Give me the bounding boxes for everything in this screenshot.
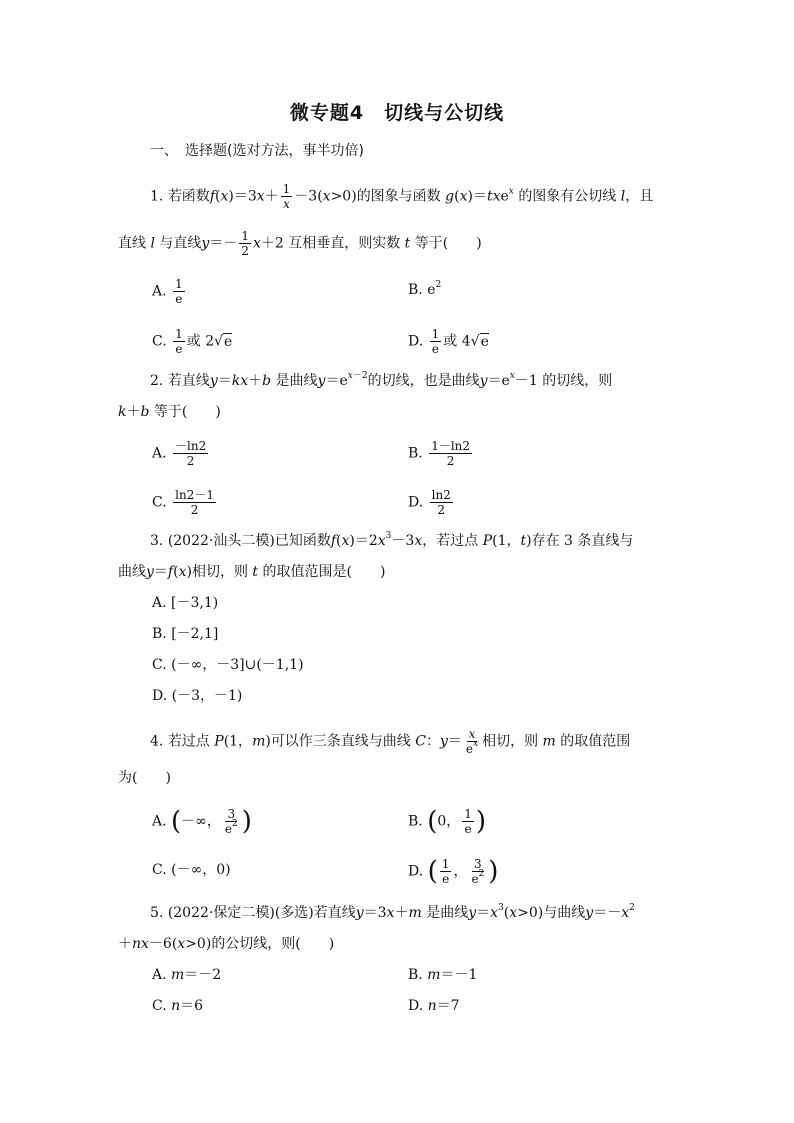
- question-4-option-b: B. (0， $\frac{1}{e}$ ): [408, 806, 487, 837]
- question-2-option-b: B. $\frac{1-\ln 2}{2}$: [408, 439, 471, 468]
- question-3-option-b: B. [－2,1]: [152, 626, 219, 642]
- question-2-option-a: A. $\frac{-\ln 2}{2}$: [152, 439, 207, 468]
- question-3-line-2: 曲线y＝f(x)相切，则 t 的取值范围是( ): [118, 564, 386, 580]
- question-4-line-2: 为( ): [118, 770, 171, 786]
- question-5-option-a: A. m＝－2: [152, 967, 222, 983]
- question-1-line-1: 1. 若函数f(x)＝3x＋ $\frac{1}{x}$ －3(x>0)的图象与函数 g(x)＝txe$^x$ 的图象有公切线 l，且: [150, 182, 654, 211]
- question-2-option-d: D. $\frac{\ln 2}{2}$: [408, 488, 451, 517]
- question-5-number: 5.: [150, 905, 164, 921]
- question-3-number: 3.: [150, 533, 164, 549]
- question-5-line-2: ＋nx－6(x>0)的公切线，则( ): [118, 936, 335, 952]
- question-2-number: 2.: [150, 373, 164, 389]
- question-1-number: 1.: [150, 188, 164, 205]
- question-4-option-c: C. (－∞，0): [152, 862, 231, 878]
- question-3-line-1: 3. (2022·汕头二模)已知函数$f(x)=2x^3-3x$，若过点 P(1，t)存在 3 条直线与: [150, 531, 634, 549]
- question-4-option-d: D. ( $\frac{1}{e}$ ， $\frac{3}{e^2}$ ): [408, 856, 499, 887]
- section-heading: 一、 选择题(选对方法，事半功倍): [150, 143, 364, 159]
- page-title: 微专题4 切线与公切线: [289, 102, 505, 124]
- question-5-option-d: D. n＝7: [408, 998, 460, 1014]
- question-1-option-a: A. $\frac{1}{e}$: [152, 277, 183, 306]
- question-4-line-1: 4. 若过点 P(1，m)可以作三条直线与曲线 C：y＝ $\frac{x}{e^x}$ 相切，则 m 的取值范围: [150, 727, 631, 756]
- question-2-line-2: k＋b 等于( ): [118, 404, 221, 420]
- question-4-option-a: A. (－∞， $\frac{3}{e^2}$ ): [152, 806, 252, 837]
- question-3-option-a: A. [－3,1): [152, 595, 219, 611]
- question-5-line-1: 5. (2022·保定二模)(多选)若直线y＝3x＋m 是曲线$y=x^3(x>0)$与曲线$y=-x^2$: [150, 903, 635, 921]
- question-2-line-1: 2. 若直线y＝kx＋b 是曲线$y=e^{x-2}$的切线，也是曲线$y=e^x-1$ 的切线，则: [150, 371, 613, 389]
- question-1-line-2: 直线 l 与直线y＝－ $\frac{1}{2}$ x＋2 互相垂直，则实数 t 等于( ): [118, 229, 482, 258]
- question-5-option-c: C. n＝6: [152, 998, 204, 1014]
- question-2-option-c: C. $\frac{\ln 2-1}{2}$: [152, 488, 214, 517]
- question-3-option-c: C. (－∞，－3]∪(－1,1): [152, 657, 304, 673]
- question-1-option-d: D. $\frac{1}{e}$ 或 4√e: [408, 327, 489, 356]
- question-5-option-b: B. m＝－1: [408, 967, 478, 983]
- question-4-number: 4.: [150, 733, 164, 750]
- question-1-option-b: B. $e^2$: [408, 280, 442, 298]
- question-1-option-c: C. $\frac{1}{e}$ 或 2√e: [152, 327, 233, 356]
- question-3-option-d: D. (－3，－1): [152, 688, 243, 704]
